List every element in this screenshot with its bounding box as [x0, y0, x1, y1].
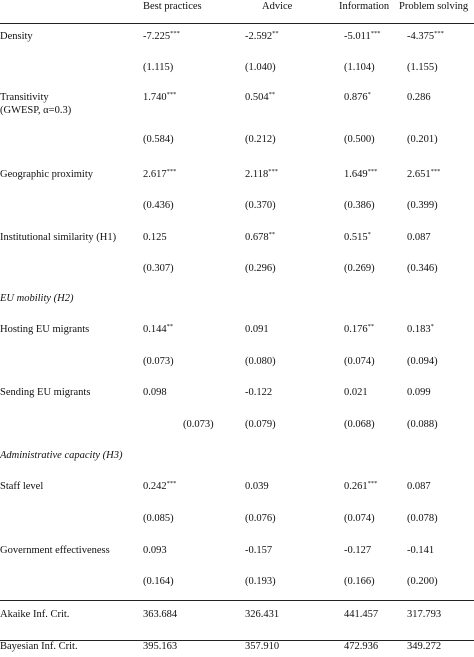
density-se-col3-value — [344, 61, 375, 74]
bic-col1-value — [143, 640, 177, 653]
significance-stars: * — [367, 231, 371, 238]
value-text: 0.144 — [143, 324, 167, 335]
value-text: (0.078) — [407, 513, 438, 524]
value-text: -2.592 — [245, 31, 273, 42]
hosting-col2-value — [245, 323, 269, 336]
value-text: 357.910 — [245, 641, 280, 652]
value-text: (0.085) — [143, 513, 174, 524]
col-header-problem-solving: Problem solving — [399, 1, 469, 12]
value-text: 0.176 — [344, 324, 368, 335]
significance-stars: ** — [268, 91, 276, 98]
value-text: (0.386) — [344, 200, 375, 211]
sending-se-col4-value — [407, 418, 438, 431]
significance-stars: ** — [367, 323, 375, 330]
value-text: (0.166) — [344, 576, 375, 587]
value-text: (0.201) — [407, 134, 438, 145]
stats-rule — [0, 600, 474, 601]
bic-col3-value — [344, 640, 378, 653]
significance-stars: *** — [268, 168, 278, 175]
aic-col2-value — [245, 608, 279, 621]
value-text: (0.200) — [407, 576, 438, 587]
staff-label: Staff level — [0, 481, 44, 492]
value-text: (0.074) — [344, 356, 375, 367]
staff-col2-value — [245, 480, 269, 493]
transitivity-label: Transitivity — [0, 92, 49, 103]
value-text: 326.431 — [245, 609, 280, 620]
value-text: (0.212) — [245, 134, 276, 145]
value-text: 0.039 — [245, 481, 269, 492]
value-text: (0.296) — [245, 263, 276, 274]
inst-label: Institutional similarity (H1) — [0, 232, 117, 243]
significance-stars: ** — [272, 30, 279, 37]
value-text: 0.087 — [407, 232, 431, 243]
transitivity-label-line2: (GWESP, α=0.3) — [0, 105, 72, 116]
value-text: (0.080) — [245, 356, 276, 367]
gov-col2-value — [245, 544, 272, 557]
value-text: 0.087 — [407, 481, 431, 492]
inst-col4-value — [407, 231, 431, 244]
inst-col3-value — [344, 231, 371, 244]
gov-col4-value — [407, 544, 434, 557]
significance-stars: *** — [370, 30, 381, 37]
value-text: (0.068) — [344, 419, 375, 430]
gov-col1-value — [143, 544, 167, 557]
gov-se-col3-value — [344, 575, 375, 588]
significance-stars: ** — [166, 323, 174, 330]
value-text: 1.740 — [143, 92, 167, 103]
value-text: (0.584) — [143, 134, 174, 145]
geo-se-col4-value — [407, 199, 438, 212]
density-col1-value — [143, 30, 180, 43]
hosting-se-col1-value — [143, 355, 174, 368]
admin-label: Administrative capacity (H3) — [0, 450, 123, 461]
value-text: (0.073) — [183, 419, 214, 430]
value-text: 0.093 — [143, 545, 167, 556]
density-se-col2-value — [245, 61, 276, 74]
value-text: (0.399) — [407, 200, 438, 211]
geo-label: Geographic proximity — [0, 169, 94, 180]
col-header-information: Information — [339, 1, 390, 12]
staff-col1-value — [143, 480, 176, 493]
value-text: 0.678 — [245, 232, 269, 243]
sending-se-col3-value — [344, 418, 375, 431]
value-text: 0.125 — [143, 232, 167, 243]
density-se-col4-value — [407, 61, 438, 74]
geo-se-col2-value — [245, 199, 276, 212]
transitivity-se-col1-value — [143, 133, 174, 146]
sending-col4-value — [407, 386, 431, 399]
gov-se-col2-value — [245, 575, 276, 588]
density-col2-value — [245, 30, 279, 43]
significance-stars: *** — [367, 480, 378, 487]
gov-col3-value — [344, 544, 371, 557]
significance-stars: ** — [268, 231, 276, 238]
value-text: (0.269) — [344, 263, 375, 274]
value-text: 0.515 — [344, 232, 368, 243]
value-text: 395.163 — [143, 641, 178, 652]
bic-col2-value — [245, 640, 279, 653]
value-text: 441.457 — [344, 609, 379, 620]
transitivity-se-col2-value — [245, 133, 276, 146]
bic-col4-value — [407, 640, 441, 653]
value-text: 0.876 — [344, 92, 368, 103]
gov-se-col1-value — [143, 575, 174, 588]
value-text: (0.500) — [344, 134, 375, 145]
significance-stars: *** — [166, 480, 177, 487]
sending-se-col2-value — [245, 418, 276, 431]
inst-col2-value — [245, 231, 275, 244]
hosting-col1-value — [143, 323, 173, 336]
value-text: -5.011 — [344, 31, 371, 42]
value-text: (1.115) — [143, 62, 174, 73]
value-text: 472.936 — [344, 641, 379, 652]
significance-stars: *** — [166, 91, 177, 98]
hosting-se-col2-value — [245, 355, 276, 368]
col-header-advice: Advice — [262, 1, 293, 12]
aic-label: Akaike Inf. Crit. — [0, 609, 70, 620]
inst-se-col4-value — [407, 262, 438, 275]
staff-se-col1-value — [143, 512, 174, 525]
geo-col1-value — [143, 168, 176, 181]
staff-col3-value — [344, 480, 377, 493]
aic-col4-value — [407, 608, 441, 621]
transitivity-se-col4-value — [407, 133, 438, 146]
value-text: 317.793 — [407, 609, 442, 620]
sending-label: Sending EU migrants — [0, 387, 91, 398]
value-text: 0.286 — [407, 92, 431, 103]
geo-se-col3-value — [344, 199, 375, 212]
inst-se-col2-value — [245, 262, 276, 275]
geo-col2-value — [245, 168, 278, 181]
significance-stars: * — [430, 323, 434, 330]
value-text: (0.088) — [407, 419, 438, 430]
transitivity-col4-value — [407, 91, 431, 104]
sending-col2-value — [245, 386, 272, 399]
value-text: (0.370) — [245, 200, 276, 211]
value-text: (1.104) — [344, 62, 375, 73]
density-col3-value — [344, 30, 380, 43]
value-text: 2.118 — [245, 169, 269, 180]
hosting-col3-value — [344, 323, 374, 336]
eu-mobility-label: EU mobility (H2) — [0, 293, 74, 304]
transitivity-col1-value — [143, 91, 176, 104]
geo-col3-value — [344, 168, 377, 181]
staff-se-col4-value — [407, 512, 438, 525]
col-header-best-practices: Best practices — [143, 1, 202, 12]
bic-label: Bayesian Inf. Crit. — [0, 641, 78, 652]
value-text: (0.094) — [407, 356, 438, 367]
significance-stars: *** — [166, 168, 177, 175]
value-text: (1.040) — [245, 62, 276, 73]
density-se-col1-value — [143, 61, 173, 74]
transitivity-se-col3-value — [344, 133, 375, 146]
significance-stars: *** — [367, 168, 378, 175]
hosting-se-col3-value — [344, 355, 375, 368]
geo-col4-value — [407, 168, 440, 181]
sending-col1-value — [143, 386, 167, 399]
transitivity-col3-value — [344, 91, 371, 104]
value-text: (0.079) — [245, 419, 276, 430]
value-text: 0.261 — [344, 481, 368, 492]
transitivity-col2-value — [245, 91, 275, 104]
value-text: (0.436) — [143, 200, 174, 211]
value-text: 0.183 — [407, 324, 431, 335]
value-text: 0.098 — [143, 387, 167, 398]
gov-label: Government effectiveness — [0, 545, 110, 556]
value-text: (0.307) — [143, 263, 174, 274]
value-text: (0.193) — [245, 576, 276, 587]
value-text: -0.157 — [245, 545, 273, 556]
value-text: (0.346) — [407, 263, 438, 274]
value-text: (0.074) — [344, 513, 375, 524]
value-text: 0.504 — [245, 92, 269, 103]
significance-stars: * — [367, 91, 371, 98]
geo-se-col1-value — [143, 199, 174, 212]
inst-se-col3-value — [344, 262, 375, 275]
sending-col3-value — [344, 386, 368, 399]
value-text: (0.076) — [245, 513, 276, 524]
value-text: (0.164) — [143, 576, 174, 587]
value-text: -7.225 — [143, 31, 171, 42]
value-text: 349.272 — [407, 641, 442, 652]
value-text: -0.122 — [245, 387, 273, 398]
value-text: 2.617 — [143, 169, 167, 180]
density-label: Density — [0, 31, 33, 42]
value-text: -0.141 — [407, 545, 435, 556]
significance-stars: *** — [170, 30, 180, 37]
aic-col3-value — [344, 608, 378, 621]
header-rule — [0, 23, 474, 24]
aic-col1-value — [143, 608, 177, 621]
value-text: 2.651 — [407, 169, 431, 180]
staff-col4-value — [407, 480, 431, 493]
value-text: (0.073) — [143, 356, 174, 367]
hosting-col4-value — [407, 323, 434, 336]
value-text: 0.242 — [143, 481, 167, 492]
density-col4-value — [407, 30, 444, 43]
value-text: -4.375 — [407, 31, 435, 42]
value-text: 0.021 — [344, 387, 368, 398]
staff-se-col2-value — [245, 512, 276, 525]
value-text: 0.099 — [407, 387, 431, 398]
hosting-label: Hosting EU migrants — [0, 324, 90, 335]
value-text: -0.127 — [344, 545, 372, 556]
significance-stars: *** — [430, 168, 441, 175]
value-text: 363.684 — [143, 609, 178, 620]
value-text: (1.155) — [407, 62, 438, 73]
inst-se-col1-value — [143, 262, 174, 275]
gov-se-col4-value — [407, 575, 438, 588]
value-text: 1.649 — [344, 169, 368, 180]
significance-stars: *** — [434, 30, 444, 37]
staff-se-col3-value — [344, 512, 375, 525]
sending-se-col1-value — [183, 418, 214, 431]
value-text: 0.091 — [245, 324, 269, 335]
inst-col1-value — [143, 231, 167, 244]
hosting-se-col4-value — [407, 355, 438, 368]
